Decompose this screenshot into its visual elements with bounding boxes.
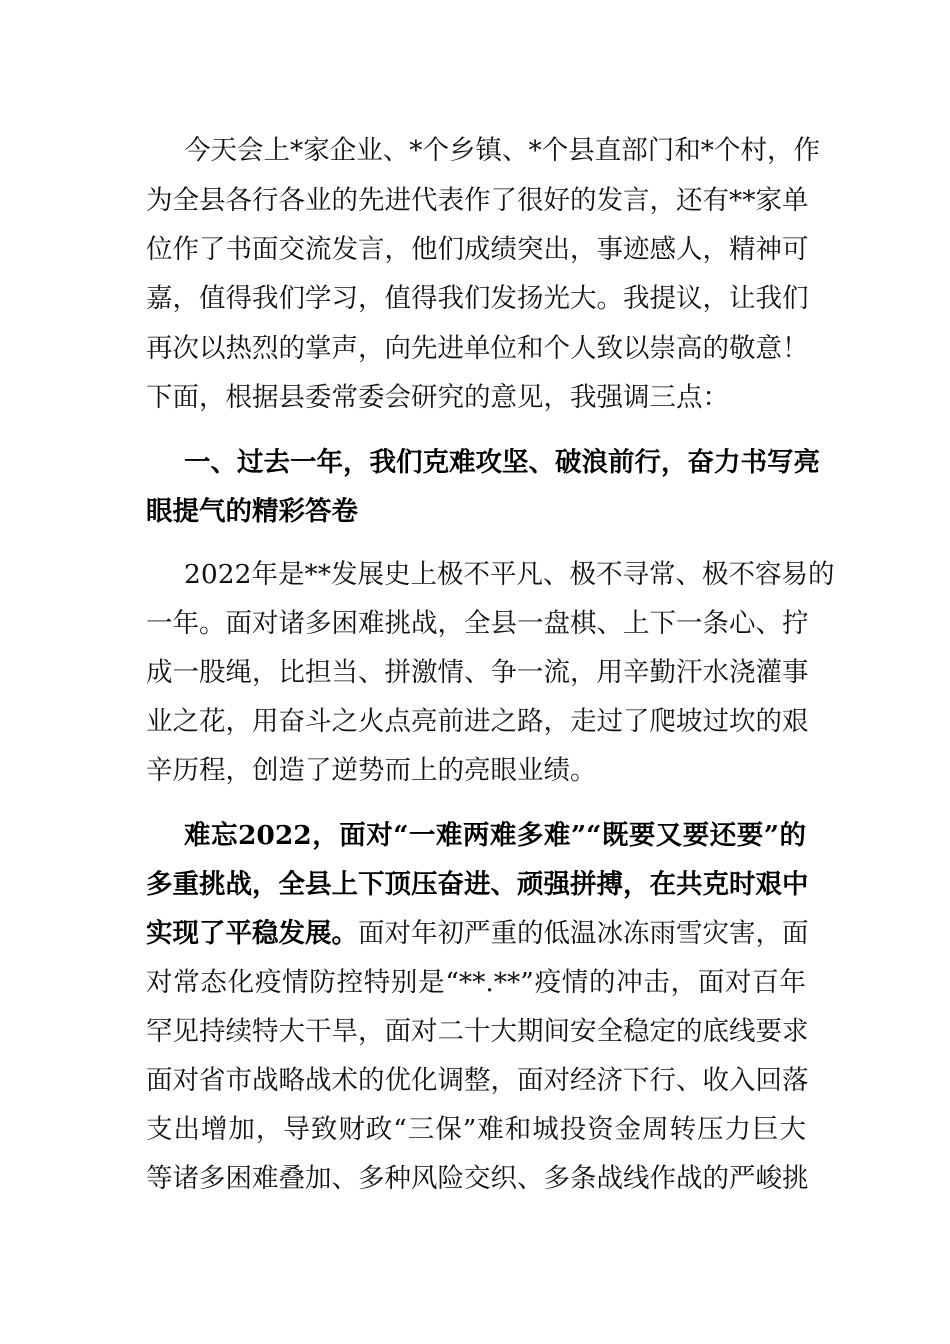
paragraph-1-line-2: 为全县各行各业的先进代表作了很好的发言，还有**家单 <box>146 185 809 216</box>
paragraph-3-normal-tail: 面对年初严重的低温冰冻雨雪灾害，面 <box>358 918 809 949</box>
paragraph-3-bold-line-2: 多重挑战，全县上下顶压奋进、顽强拼搏，在共克时艰中 <box>146 869 809 900</box>
paragraph-2-line-3: 成一股绳，比担当、拼激情、争一流，用辛勤汗水浇灌事 <box>146 657 809 688</box>
paragraph-2-line-4: 业之花，用奋斗之火点亮前进之路，走过了爬坡过坎的艰 <box>146 706 809 737</box>
paragraph-3-line-5: 罕见持续特大干旱，面对二十大期间安全稳定的底线要求 <box>146 1016 809 1047</box>
section-heading-1-line-2: 眼提气的精彩答卷 <box>146 496 358 527</box>
paragraph-3-line-4: 对常态化疫情防控特别是“**.**”疫情的冲击，面对百年 <box>146 967 806 998</box>
paragraph-3-mixed-line <box>146 914 809 954</box>
paragraph-1-line-5: 再次以热烈的掌声，向先进单位和个人致以崇高的敬意！ <box>146 333 809 364</box>
paragraph-3-bold-line-1: 难忘2022，面对“一难两难多难”“既要又要还要”的 <box>184 820 806 851</box>
paragraph-2-line-5: 辛历程，创造了逆势而上的亮眼业绩。 <box>146 755 597 786</box>
paragraph-3-line-6: 面对省市战略战术的优化调整，面对经济下行、收入回落 <box>146 1065 809 1096</box>
paragraph-3-bold-lead: 实现了平稳发展。 <box>146 918 358 949</box>
paragraph-2-line-1: 2022年是**发展史上极不平凡、极不寻常、极不容易的 <box>184 559 835 590</box>
paragraph-1-line-4: 嘉，值得我们学习，值得我们发扬光大。我提议，让我们 <box>146 283 809 314</box>
paragraph-1-line-6: 下面，根据县委常委会研究的意见，我强调三点： <box>146 382 729 413</box>
paragraph-3-line-7: 支出增加，导致财政“三保”难和城投资金周转压力巨大 <box>146 1114 806 1145</box>
section-heading-1-line-1: 一、过去一年，我们克难攻坚、破浪前行，奋力书写亮 <box>184 447 820 478</box>
paragraph-1-line-1: 今天会上*家企业、*个乡镇、*个县直部门和*个村，作 <box>184 135 820 166</box>
paragraph-3-line-8: 等诸多困难叠加、多种风险交织、多条战线作战的严峻挑 <box>146 1163 809 1194</box>
paragraph-1-line-3: 位作了书面交流发言，他们成绩突出，事迹感人，精神可 <box>146 234 809 265</box>
paragraph-2-line-2: 一年。面对诸多困难挑战，全县一盘棋、上下一条心、拧 <box>146 608 809 639</box>
